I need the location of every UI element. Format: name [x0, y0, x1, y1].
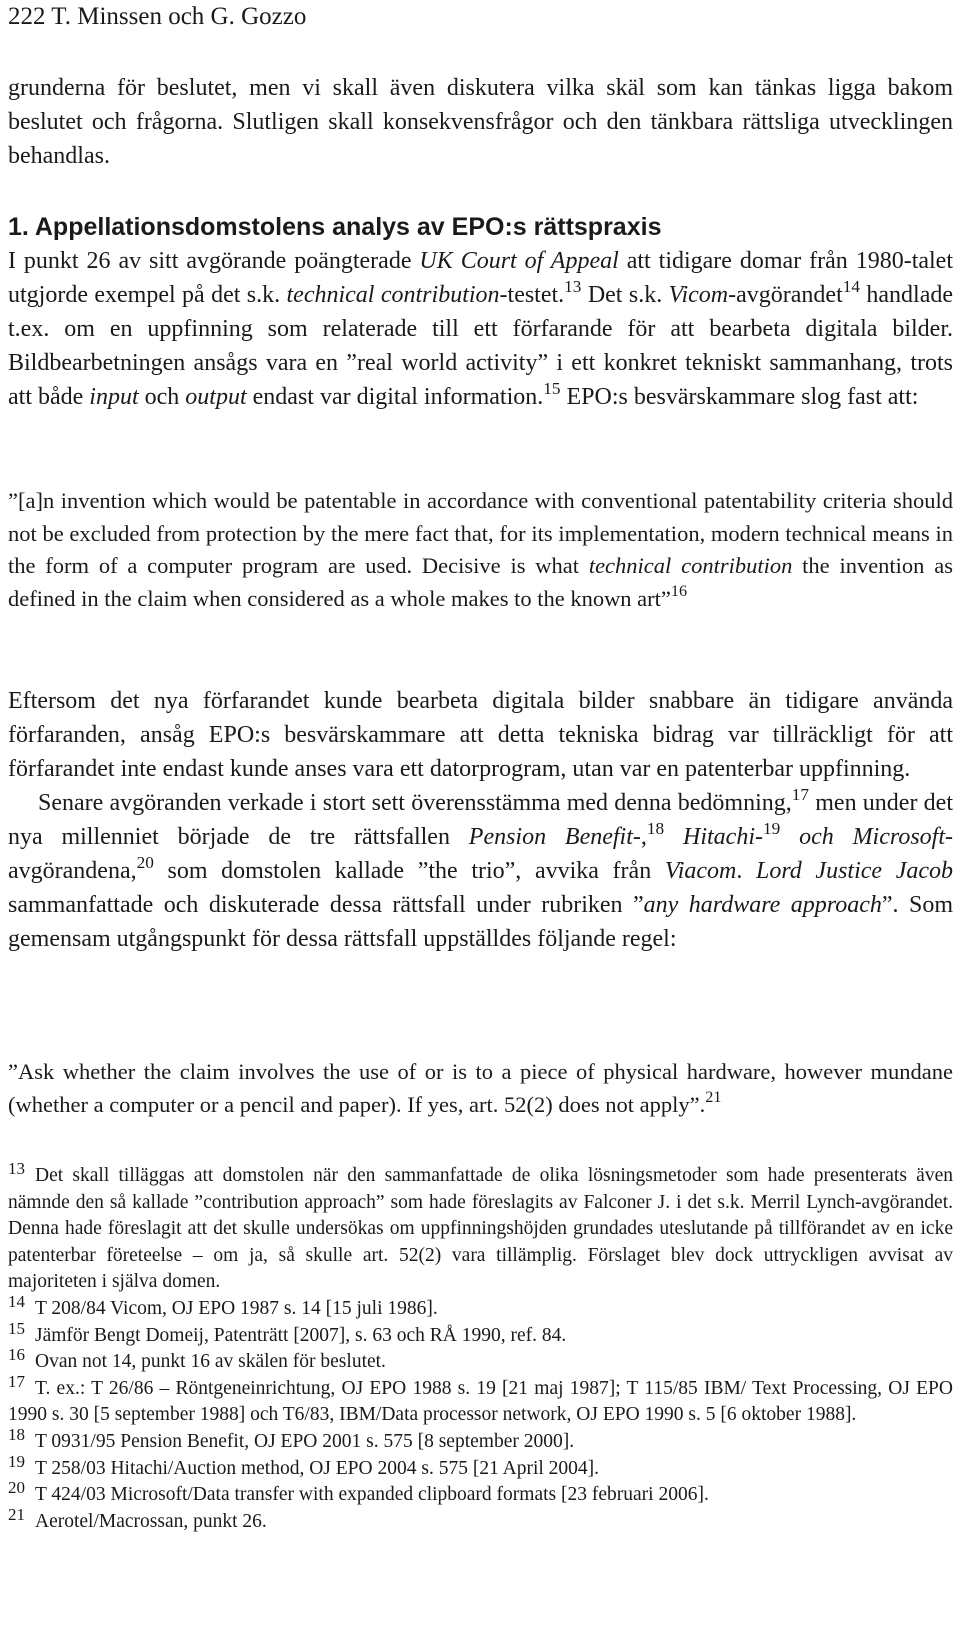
footnote-number: 13	[8, 1159, 25, 1178]
paragraph-intro: grunderna för beslutet, men vi skall även diskutera vilka skäl som kan tänkas ligga bakom beslutet och frågorna. Slutligen skall konsekvensfrågor och den tänkbara rättsliga utvecklingen behandlas.	[8, 75, 953, 169]
footnote-ref-19[interactable]: 19	[763, 819, 781, 839]
italic-run: Pension Benefit	[468, 824, 633, 850]
footnote-number: 20	[8, 1478, 25, 1498]
footnote-ref-16[interactable]: 16	[670, 582, 688, 601]
footnote-text: T 258/03 Hitachi/Auction method, OJ EPO 2004 s. 575 [21 April 2004].	[35, 1457, 600, 1479]
footnote-ref-14[interactable]: 14	[842, 277, 860, 297]
text-run: EPO:s besvärskammare slog fast att:	[560, 384, 919, 410]
italic-run: Vicom	[668, 282, 729, 308]
paragraph-analysis	[8, 244, 953, 414]
text-run: som domstolen kallade ”the trio”, avvika från	[153, 858, 665, 884]
footnote-number: 17	[8, 1371, 25, 1391]
text-run: sammanfattade och diskuterade dessa rättsfall under rubriken ”	[8, 892, 644, 918]
section-heading: 1. Appellationsdomstolens analys av EPO:s rättspraxis	[8, 213, 662, 241]
footnote-19	[8, 1451, 953, 1483]
footnote-ref-13[interactable]: 13	[564, 277, 582, 297]
footnote-number: 14	[8, 1291, 25, 1311]
text-run: att tidigare domar från 1980-talet utgjorde exempel på det s.k.	[8, 248, 954, 308]
italic-run: technical contribution	[286, 282, 500, 308]
text-run: -avgörandena,	[8, 824, 954, 884]
block-quote-vicom	[8, 485, 953, 615]
footnote-17	[8, 1371, 953, 1429]
text-run: .	[736, 858, 756, 884]
footnote-ref-18[interactable]: 18	[646, 819, 665, 839]
footnotes	[8, 1159, 953, 1535]
italic-run: input	[89, 384, 139, 410]
text-run: och	[138, 384, 186, 410]
footnote-ref-21[interactable]: 21	[705, 1088, 722, 1107]
text-run: -avgörandet	[728, 282, 843, 308]
text-run: Eftersom det nya förfarandet kunde bearbeta digitala bilder snabbare än tidigare använda förfaranden, ansåg EPO:s besvärskammare att detta tekniska bidrag var tillräckligt för att förfarandet inte endast kunde anses vara ett datorprogram, utan var en patenterbar uppfinning.	[8, 688, 953, 782]
footnote-14	[8, 1291, 953, 1323]
running-head: 222 T. Minssen och G. Gozzo	[8, 3, 307, 30]
text-run	[780, 824, 799, 850]
footnote-20	[8, 1478, 953, 1509]
footnote-ref-15[interactable]: 15	[543, 379, 561, 399]
footnote-15	[8, 1318, 953, 1350]
italic-run: technical contribution	[588, 553, 793, 578]
italic-run: och Microsoft	[799, 824, 946, 850]
text-run: I punkt 26 av sitt avgörande poängterade	[8, 248, 420, 274]
italic-run: UK Court of Appeal	[419, 248, 619, 274]
paragraph	[8, 684, 953, 786]
text-run: endast var digital information.	[246, 384, 544, 410]
text-run: men under det nya millenniet började de tre rättsfallen	[8, 790, 953, 850]
block-quote-aerotel	[8, 1056, 953, 1121]
text-run: ”Ask whether the claim involves the use of or is to a piece of physical hardware, however mundane (whether a computer or a pencil and paper). If yes, art. 52(2) does not apply”.	[8, 1059, 953, 1117]
footnote-text: Aerotel/Macrossan, punkt 26.	[35, 1510, 267, 1532]
text-run: handlade t.ex. om en uppfinning som relaterade till ett förfarande för att bearbeta digitala bilder. Bildbearbetningen ansågs vara en ”real world activity” i ett konkret tekniskt sammanhang, trots att både	[8, 282, 954, 410]
text-run: Senare avgöranden verkade i stort sett överensstämma med denna bedömning,	[38, 790, 792, 816]
footnote-number: 16	[8, 1345, 25, 1365]
italic-run: Lord Justice Jacob	[756, 858, 954, 884]
footnote-16	[8, 1345, 953, 1376]
text-run: -,	[632, 824, 647, 850]
footnote-text: T. ex.: T 26/86 – Röntgeneinrichtung, OJ EPO 1988 s. 19 [21 maj 1987]; T 115/85 IBM/ Text Processing, OJ EPO 1990 s. 30 [5 september 1988] och T6/83, IBM/Data processor network, OJ EPO 1990 s. 5 [6 oktober 1988].	[8, 1377, 953, 1426]
footnote-number: 15	[8, 1318, 25, 1338]
paragraph	[8, 786, 953, 956]
text-run: ”. Som gemensam utgångspunkt för dessa rättsfall uppställdes följande regel:	[8, 892, 954, 952]
footnote-text: T 424/03 Microsoft/Data transfer with expanded clipboard formats [23 februari 2006].	[35, 1484, 709, 1506]
italic-run: Viacom	[664, 858, 737, 884]
footnote-text: T 0931/95 Pension Benefit, OJ EPO 2001 s. 575 [8 september 2000].	[35, 1430, 575, 1452]
footnote-13	[8, 1159, 953, 1296]
footnote-18	[8, 1424, 953, 1456]
footnote-text: T 208/84 Vicom, OJ EPO 1987 s. 14 [15 juli 1986].	[35, 1297, 438, 1319]
footnote-number: 21	[8, 1504, 25, 1524]
footnote-ref-17[interactable]: 17	[791, 785, 810, 805]
text-run: ”[a]n invention which would be patentable in accordance with conventional patentability criteria should not be excluded from protection by the mere fact that, for its implementation, modern technical means in the form of a computer program are used. Decisive is what	[8, 488, 953, 578]
text-run: Det s.k.	[581, 282, 669, 308]
italic-run: output	[185, 384, 247, 410]
footnote-number: 19	[8, 1451, 25, 1471]
footnote-text: Ovan not 14, punkt 16 av skälen för beslutet.	[35, 1351, 386, 1373]
footnote-number: 18	[8, 1424, 25, 1444]
paragraph-later-cases	[8, 684, 953, 956]
text-run: -	[755, 824, 763, 850]
text-run: the invention as defined in the claim when considered as a whole makes to the known art”	[8, 553, 953, 611]
italic-run: any hardware approach	[643, 892, 882, 918]
footnote-text: Det skall tilläggas att domstolen när den sammanfattade de olika lösningsmetoder som hade presenterats även nämnde den så kallade ”contribution approach” som hade föreslagits av Falconer J. i det s.k. Merril Lynch-avgörandet. Denna hade föreslagit att det skulle undersökas om uppfinningshöjden grundades uteslutande på tillförandet av en icke patenterbar företeelse – om ja, så skulle art. 52(2) vara tillämplig. Förslaget blev dock uttryckligen avvisat av majoriteten i själva domen.	[8, 1165, 953, 1293]
footnote-text: Jämför Bengt Domeij, Patenträtt [2007], s. 63 och RÅ 1990, ref. 84.	[35, 1324, 567, 1346]
footnote-ref-20[interactable]: 20	[136, 853, 154, 873]
italic-run: Hitachi	[683, 824, 755, 850]
text-run	[664, 824, 683, 850]
text-run: -testet.	[499, 282, 565, 308]
footnote-21	[8, 1504, 953, 1536]
